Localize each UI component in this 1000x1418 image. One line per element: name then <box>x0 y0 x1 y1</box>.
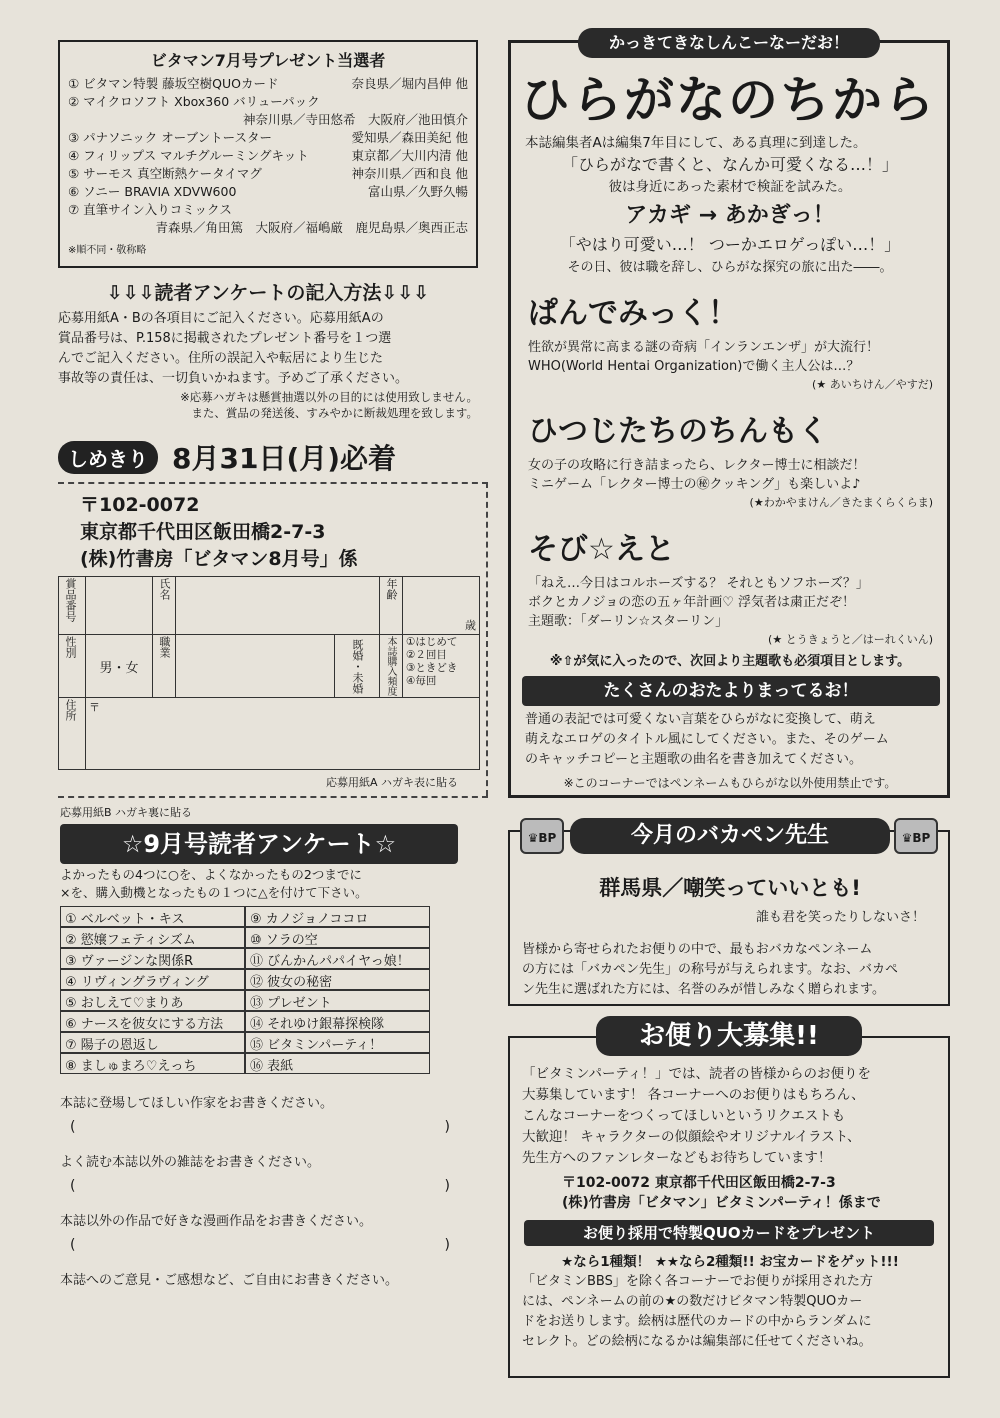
form-a-name-label: 氏名 <box>158 578 171 600</box>
letters-address1: 〒102-0072 東京都千代田区飯田橋2-7-3 <box>562 1175 836 1191</box>
hiragana-entries <box>528 282 933 661</box>
winner-name: 愛知県／森田美紀 他 <box>351 130 468 145</box>
entry-line: 女の子の攻略に行き詰まったら、レクター博士に相談だ！ <box>528 458 866 473</box>
survey-item[interactable]: ④ リヴィングラヴィング <box>60 969 245 990</box>
freq-option: ②２回目 <box>406 649 447 661</box>
wanted-line: 萌えなエロゲのタイトル風にしてください。また、そのゲーム <box>525 732 889 747</box>
letters-line: 大歓迎！ キャラクターの似顔絵やオリジナルイラスト、 <box>522 1129 861 1145</box>
entry-title: ぱんでみっく！ <box>528 296 738 331</box>
form-a-age-field[interactable] <box>403 577 480 635</box>
form-b-q3: 本誌以外の作品で好きな漫画作品をお書きください。 <box>60 1214 373 1229</box>
winner-row <box>68 201 468 219</box>
form-b-instructions <box>60 866 460 902</box>
howto-line: 応募用紙A・Bの各項目にご記入ください。応募用紙Aの <box>58 311 384 326</box>
form-b-items <box>60 906 430 1074</box>
form-a-married-field[interactable] <box>334 635 379 697</box>
survey-item[interactable]: ⑯ 表紙 <box>245 1053 430 1074</box>
intro-line: 「ひらがなで書くと、なんか可愛くなる…！」 <box>561 155 898 174</box>
winner-name: 奈良県／堀内昌伸 他 <box>351 76 468 91</box>
quo-line: 「ビタミンBBS」を除く各コーナーでお便りが採用された方 <box>522 1274 873 1289</box>
hiragana-title: ひらがなのちから <box>520 71 936 129</box>
hiragana-wanted: たくさんのおたよりまってるお！ <box>522 676 940 706</box>
entry <box>528 406 933 510</box>
hiragana-intro <box>525 132 935 198</box>
survey-item[interactable]: ⑥ ナースを彼女にする方法 <box>60 1011 245 1032</box>
form-a-sex-options: 男・女 <box>99 660 139 676</box>
paren-open: ( <box>70 1237 76 1253</box>
form-a-age-label: 年齢 <box>385 578 398 600</box>
letters-line: 大募集しています！ 各コーナーへのお便りはもちろん、 <box>522 1087 865 1103</box>
survey-item[interactable]: ⑧ ましゅまろ♡えっち <box>60 1053 245 1074</box>
survey-item[interactable]: ① ベルベット・キス <box>60 906 245 927</box>
entry-line: ボクとカノジョの恋の五ヶ年計画♡ 浮気者は粛正だぞ！ <box>528 595 856 610</box>
letters-line: 「ビタミンパーティ！」では、読者の皆様からのお便りを <box>522 1066 871 1082</box>
quo-line: ドをお送りします。絵柄は歴代のカードの中からランダムに <box>522 1314 872 1329</box>
freq-option: ③ときどき <box>406 662 458 674</box>
winner-name: 神奈川県／寺田悠希 大阪府／池田慎介 <box>242 112 468 127</box>
bakapen-badge-right <box>894 818 938 854</box>
form-b-q1: 本誌に登場してほしい作家をお書きください。 <box>60 1096 334 1111</box>
winner-name: 富山県／久野久暢 <box>367 184 468 199</box>
letters-address2: (株)竹書房「ビタマン」ビタミンパーティ！係まで <box>562 1195 881 1211</box>
survey-item[interactable]: ⑩ ソラの空 <box>245 927 430 948</box>
mail-line2: (株)竹書房「ビタマン8月号」係 <box>80 548 358 570</box>
bakapen-comment: 誰も君を笑ったりしないさ！ <box>755 910 925 925</box>
survey-item[interactable]: ⑬ プレゼント <box>245 990 430 1011</box>
paren-close: ) <box>444 1178 450 1194</box>
entry <box>528 288 933 392</box>
instruction-line: よかったもの4つに○を、よくなかったもの2つまでに <box>60 867 362 882</box>
form-a-footer: 応募用紙A ハガキ表に貼る <box>325 776 458 789</box>
entry-line: 性欲が異常に高まる謎の奇病「インランエンザ」が大流行！ <box>528 340 880 355</box>
winner-row <box>68 165 468 183</box>
letters-text <box>522 1064 942 1169</box>
letters-line: こんなコーナーをつくってほしいというリクエストも <box>522 1108 846 1124</box>
winner-row <box>68 129 468 147</box>
instruction-line: ×を、購入動機となったもの１つに△を付けて下さい。 <box>60 885 368 900</box>
winner-prize: ② マイクロソフト Xbox360 バリューパック <box>68 94 320 109</box>
cut-line-mid <box>58 796 488 798</box>
mail-line1: 東京都千代田区飯田橋2-7-3 <box>80 521 326 543</box>
form-a <box>58 576 480 770</box>
winner-row <box>68 93 468 111</box>
bakapen-line: の方には「バカペン先生」の称号が与えられます。なお、バカペ <box>522 962 898 977</box>
bakapen-title: 今月のバカペン先生 <box>570 818 890 854</box>
survey-item[interactable]: ⑪ びんかんパパイヤっ娘！ <box>245 948 430 969</box>
form-a-job-field[interactable] <box>176 635 334 697</box>
bakapen-text <box>522 940 942 1000</box>
hiragana-footnote: ※このコーナーではペンネームもひらがな以外使用禁止です。 <box>563 776 897 790</box>
form-a-sex-field[interactable] <box>86 635 153 698</box>
howto-note2: また、賞品の発送後、すみやかに断裁処理を致します。 <box>191 406 478 420</box>
entry-line: 主題歌：「ダーリン☆スターリン」 <box>528 614 729 629</box>
form-b-questions <box>60 1092 460 1288</box>
winners-box <box>58 40 478 268</box>
bakapen-badge-left <box>520 818 564 854</box>
form-a-name-field[interactable] <box>176 577 380 635</box>
winners-note: ※順不同・敬称略 <box>68 245 147 256</box>
form-a-married-label: 既婚・未婚 <box>351 638 364 694</box>
form-b-title: ☆9月号読者アンケート☆ <box>60 824 458 864</box>
form-a-prize-field[interactable] <box>86 577 153 635</box>
quo-line: には、ペンネームの前の★の数だけビタマン特製QUOカー <box>522 1294 863 1309</box>
hiragana-reaction: 「やはり可愛い…！ つーかエロゲっぽい…！」 <box>559 235 901 254</box>
entry-line: ミニゲーム「レクター博士の㊙クッキング」も楽しいよ♪ <box>528 477 861 492</box>
entry-credit: (★わかやまけん／きたまくらくらま) <box>749 496 933 509</box>
survey-item[interactable]: ② 慾嬢フェティシズム <box>60 927 245 948</box>
mail-address <box>80 490 480 571</box>
winner-prize: ① ビタマン特製 藤坂空樹QUOカード <box>68 76 279 91</box>
quo-text <box>522 1272 942 1352</box>
howto-line: んでご記入ください。住所の誤記入や転居により生じた <box>58 351 384 366</box>
quo-line: セレクト。どの絵柄になるかは編集部に任せてくださいね。 <box>522 1334 872 1349</box>
winner-prize: ⑤ サーモス 真空断熱ケータイマグ <box>68 166 262 181</box>
cut-line-top <box>58 482 488 484</box>
paren-close: ) <box>444 1237 450 1253</box>
bakapen-line: 皆様から寄せられたお便りの中で、最もおバカなペンネーム <box>522 942 873 957</box>
form-b-header: 応募用紙B ハガキ裏に貼る <box>60 806 193 819</box>
survey-item[interactable]: ⑮ ビタミンパーティ！ <box>245 1032 430 1053</box>
entry-line: 「ねえ…今日はコルホーズする？ それともソフホーズ？」 <box>528 576 869 591</box>
paren-close: ) <box>444 1119 450 1135</box>
winner-name: 東京都／大川内清 他 <box>351 148 468 163</box>
hiragana-wanted-text <box>525 710 940 770</box>
wanted-line: 普通の表記では可愛くない言葉をひらがなに変換して、萌え <box>525 712 876 727</box>
winner-name: 神奈川県／西和良 他 <box>351 166 468 181</box>
hiragana-note: ※⇧が気に入ったので、次回より主題歌も必須項目とします。 <box>549 654 911 669</box>
winner-row <box>68 111 468 129</box>
form-b-q2: よく読む本誌以外の雑誌をお書きください。 <box>60 1155 321 1170</box>
winners-title: ビタマン7月号プレゼント当選者 <box>150 51 386 70</box>
form-a-zip-mark: 〒 <box>89 701 100 714</box>
quo-sub: ★なら1種類！ ★★なら2種類!! お宝カードをゲット!!! <box>561 1254 899 1270</box>
cut-line-right <box>486 482 488 796</box>
entry-title: そび☆えと <box>528 532 675 567</box>
bakapen-line: ン先生に選ばれた方には、名誉のみが惜しみなく贈られます。 <box>522 982 885 997</box>
survey-item[interactable]: ⑨ カノジョノココロ <box>245 906 430 927</box>
hiragana-example: アカギ → あかぎっ！ <box>625 203 835 228</box>
survey-item[interactable]: ⑫ 彼女の秘密 <box>245 969 430 990</box>
intro-line: 本誌編集者Aは編集7年目にして、ある真理に到達した。 <box>525 135 867 151</box>
winners-list <box>68 75 468 237</box>
entry-title: ひつじたちのちんもく <box>528 414 828 449</box>
hiragana-epilogue: その日、彼は職を辞し、ひらがな探究の旅に出た――。 <box>567 260 893 275</box>
entry-line: WHO(World Hentai Organization)で働く主人公は…？ <box>528 359 860 374</box>
survey-item[interactable]: ⑦ 陽子の恩返し <box>60 1032 245 1053</box>
badge-text: BP <box>538 831 557 845</box>
mail-zip: 〒102-0072 <box>80 494 200 516</box>
survey-item[interactable]: ⑭ それゆけ銀幕探検隊 <box>245 1011 430 1032</box>
entry-credit: (★ とうきょうと／はーれくいん) <box>768 633 933 646</box>
form-a-address-label: 住所 <box>64 699 77 721</box>
entry-credit: (★ あいちけん／やすだ) <box>812 378 933 391</box>
howto-text <box>58 309 478 389</box>
form-a-sai: 歳 <box>465 619 476 632</box>
form-a-freq-label: 本誌購入頻度 <box>385 636 396 696</box>
howto-line: 賞品番号は、P.158に掲載されたプレゼント番号を１つ選 <box>58 331 392 346</box>
winner-row <box>68 75 468 93</box>
survey-item[interactable]: ③ ヴァージンな関係R <box>60 948 245 969</box>
winner-row <box>68 183 468 201</box>
deadline-label: しめきり <box>58 441 158 474</box>
form-a-sex-label: 性別 <box>64 636 77 658</box>
howto-note1: ※応募ハガキは懸賞抽選以外の目的には使用致しません。 <box>180 390 478 404</box>
paren-open: ( <box>70 1119 76 1135</box>
bakapen-winner: 群馬県／嘲笑っていいとも! <box>599 876 861 900</box>
badge-text: BP <box>912 831 931 845</box>
form-a-job-label: 職業 <box>158 636 171 658</box>
howto-line: 事故等の責任は、一切負いかねます。予めご了承ください。 <box>58 371 408 386</box>
winner-name: 青森県／角田篤 大阪府／福嶋厳 鹿児島県／奥西正志 <box>155 220 468 235</box>
crown-icon: ♛ <box>901 831 913 845</box>
form-a-freq-options[interactable] <box>403 635 480 698</box>
winner-prize: ⑥ ソニー BRAVIA XDVW600 <box>68 184 237 199</box>
freq-option: ④毎回 <box>406 675 437 687</box>
howto-title: ⇩⇩⇩読者アンケートの記入方法⇩⇩⇩ <box>106 282 430 304</box>
form-b-a2[interactable] <box>70 1178 450 1194</box>
winner-prize: ⑦ 直筆サイン入りコミックス <box>68 202 232 217</box>
form-a-address-field[interactable] <box>86 698 480 770</box>
form-b-q4: 本誌へのご意見・ご感想など、ご自由にお書きください。 <box>60 1273 399 1288</box>
deadline-date: 8月31日(月)必着 <box>172 442 397 475</box>
winner-row <box>68 219 468 237</box>
letters-title: お便り大募集!! <box>596 1016 862 1056</box>
crown-icon: ♛ <box>527 831 539 845</box>
hiragana-banner: かっきてきなしんこーなーだお！ <box>578 28 880 58</box>
quo-title: お便り採用で特製QUOカードをプレゼント <box>524 1220 934 1246</box>
letters-line: 先生方へのファンレターなどもお待ちしています！ <box>522 1150 832 1166</box>
entry <box>528 524 933 647</box>
intro-line: 彼は身近にあった素材で検証を試みた。 <box>608 179 852 195</box>
winner-prize: ③ パナソニック オーブントースター <box>68 130 273 145</box>
wanted-line: のキャッチコピーと主題歌の曲名を書き加えてください。 <box>525 752 862 767</box>
winner-row <box>68 147 468 165</box>
paren-open: ( <box>70 1178 76 1194</box>
winner-prize: ④ フィリップス マルチグルーミングキット <box>68 148 309 163</box>
freq-option: ①はじめて <box>406 636 458 648</box>
form-b-a3[interactable] <box>70 1237 450 1253</box>
form-a-prize-label: 賞品番号 <box>64 578 77 622</box>
deadline <box>58 436 478 478</box>
survey-item[interactable]: ⑤ おしえて♡まりあ <box>60 990 245 1011</box>
form-b-a1[interactable] <box>70 1119 450 1135</box>
